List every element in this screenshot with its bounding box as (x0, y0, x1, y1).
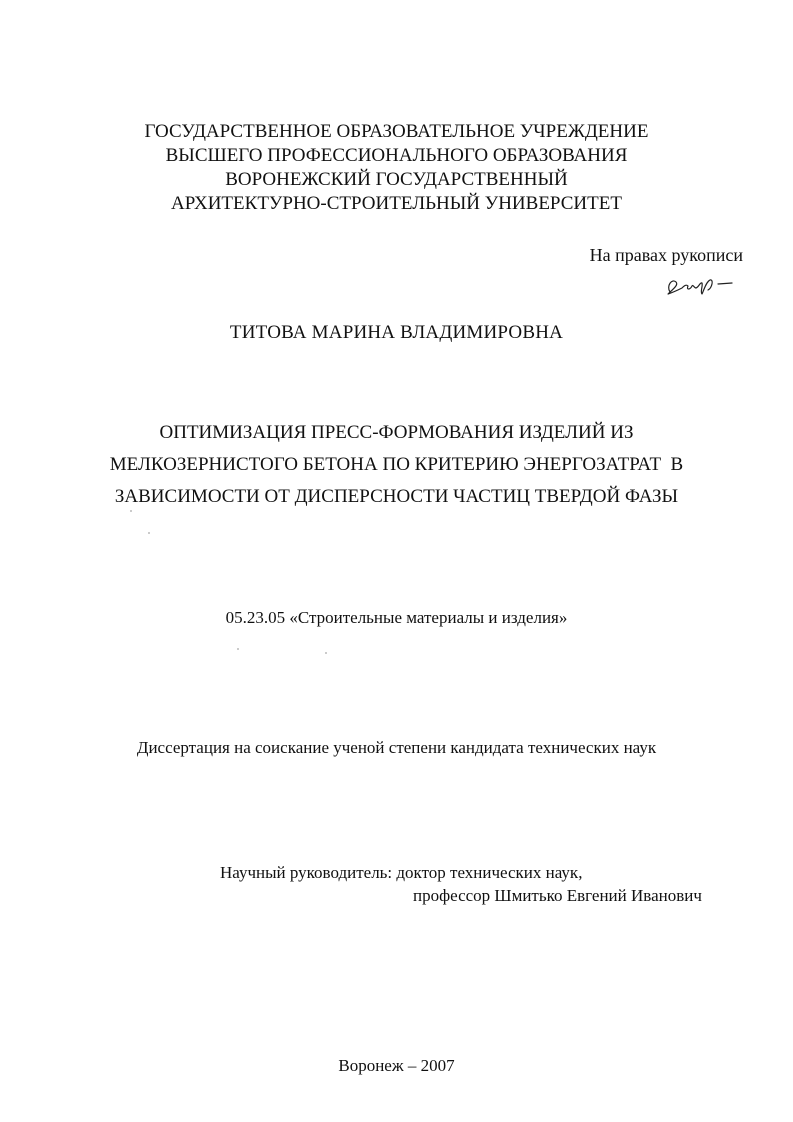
title-line: ОПТИМИЗАЦИЯ ПРЕСС-ФОРМОВАНИЯ ИЗДЕЛИЙ ИЗ (159, 422, 634, 443)
manuscript-note: На правах рукописи (589, 245, 743, 265)
signature-icon (662, 270, 742, 300)
supervisor-name: профессор Шмитько Евгений Иванович (413, 886, 702, 905)
supervisor-role: Научный руководитель: доктор технических наук, (220, 863, 583, 882)
city-year: Воронеж – 2007 (338, 1056, 455, 1075)
specialty-code: 05.23.05 «Строительные материалы и изделия» (225, 608, 568, 627)
institution-line: АРХИТЕКТУРНО-СТРОИТЕЛЬНЫЙ УНИВЕРСИТЕТ (171, 193, 622, 214)
title-line: МЕЛКОЗЕРНИСТОГО БЕТОНА ПО КРИТЕРИЮ ЭНЕРГОЗАТРАТ В (109, 454, 684, 475)
scan-speck (148, 532, 150, 534)
institution-line: ВЫСШЕГО ПРОФЕССИОНАЛЬНОГО ОБРАЗОВАНИЯ (165, 145, 628, 166)
institution-line: ГОСУДАРСТВЕННОЕ ОБРАЗОВАТЕЛЬНОЕ УЧРЕЖДЕНИЕ (144, 121, 649, 142)
scan-speck (237, 648, 239, 650)
dissertation-title (0, 417, 793, 513)
scan-speck (325, 652, 327, 654)
title-line: ЗАВИСИМОСТИ ОТ ДИСПЕРСНОСТИ ЧАСТИЦ ТВЕРДОЙ ФАЗЫ (114, 486, 679, 507)
scan-speck (130, 510, 132, 512)
author-name: ТИТОВА МАРИНА ВЛАДИМИРОВНА (229, 322, 564, 343)
institution-line: ВОРОНЕЖСКИЙ ГОСУДАРСТВЕННЫЙ (225, 169, 568, 190)
institution-header (0, 120, 793, 216)
dissertation-type: Диссертация на соискание ученой степени кандидата технических наук (136, 738, 657, 757)
